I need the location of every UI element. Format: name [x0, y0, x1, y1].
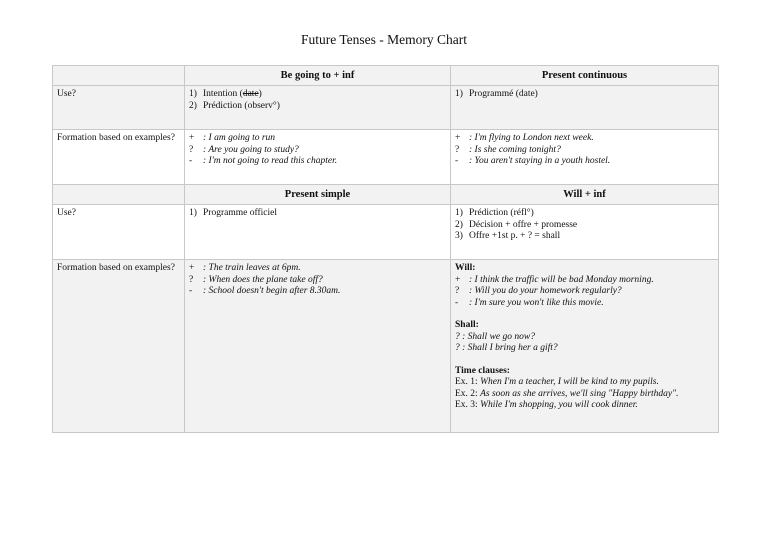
example-line: - : You aren't staying in a youth hostel.: [455, 156, 611, 166]
cell-be-going-to-formation: [185, 130, 451, 185]
list-item: 3) Offre +1st p. + ? = shall: [455, 231, 561, 241]
example-line: Ex. 3: While I'm shopping, you will cook dinner.: [455, 400, 638, 410]
list-item: 2) Décision + offre + promesse: [455, 219, 578, 230]
example-line: ? : Shall I bring her a gift?: [455, 343, 558, 353]
example-line: ? : Shall we go now?: [455, 331, 535, 342]
header-be-going-to: Be going to + inf: [185, 66, 451, 86]
list-item: 1) Programme officiel: [189, 208, 277, 218]
example-line: - : I'm sure you won't like this movie.: [455, 297, 604, 308]
list-item: 2) Prédiction (observ°): [189, 100, 280, 111]
example-line: Ex. 1: When I'm a teacher, I will be kind to my pupils.: [455, 377, 659, 387]
table-row: [53, 130, 719, 185]
list-item: 1) Programmé (date): [455, 89, 538, 99]
table-header-row: [53, 185, 719, 205]
header-will-inf: Will + inf: [451, 185, 719, 205]
row-label-use: Use?: [53, 86, 185, 130]
cell-will-formation: [451, 260, 719, 433]
cell-present-continuous-formation: [451, 130, 719, 185]
row-label-formation: Formation based on examples?: [53, 130, 185, 185]
table-row: [53, 205, 719, 260]
example-line: ? : Will you do your homework regularly?: [455, 286, 622, 296]
table-row: [53, 260, 719, 433]
example-line: + : I think the traffic will be bad Monday morning.: [455, 274, 654, 285]
example-line: - : School doesn't begin after 8.30am.: [189, 286, 341, 296]
header-empty-cell: [53, 66, 185, 86]
list-item: 1) Intention (date): [189, 89, 262, 99]
example-line: ? : Are you going to study?: [189, 144, 299, 155]
row-label-use: Use?: [53, 205, 185, 260]
cell-present-simple-use: [185, 205, 451, 260]
example-line: + : I'm flying to London next week.: [455, 133, 594, 143]
example-line: ? : When does the plane take off?: [189, 274, 323, 285]
header-empty-cell: [53, 185, 185, 205]
table-header-row: [53, 66, 719, 86]
cell-present-simple-formation: [185, 260, 451, 433]
shall-heading: Shall:: [455, 320, 479, 330]
example-line: - : I'm not going to read this chapter.: [189, 156, 338, 166]
example-line: + : The train leaves at 6pm.: [189, 263, 301, 273]
header-present-simple: Present simple: [185, 185, 451, 205]
example-line: + : I am going to run: [189, 133, 276, 143]
row-label-formation: Formation based on examples?: [53, 260, 185, 433]
time-clauses-heading: Time clauses:: [455, 365, 510, 376]
table-row: [53, 86, 719, 130]
example-line: Ex. 2: As soon as she arrives, we'll sing "Happy birthday".: [455, 388, 679, 399]
list-item: 1) Prédiction (réfl°): [455, 208, 534, 218]
cell-present-continuous-use: [451, 86, 719, 130]
cell-be-going-to-use: [185, 86, 451, 130]
page-title: Future Tenses - Memory Chart: [300, 32, 468, 47]
will-heading: Will:: [455, 263, 476, 273]
memory-chart-table: [52, 65, 719, 433]
cell-will-use: [451, 205, 719, 260]
header-present-continuous: Present continuous: [451, 66, 719, 86]
example-line: ? : Is she coming tonight?: [455, 144, 561, 155]
